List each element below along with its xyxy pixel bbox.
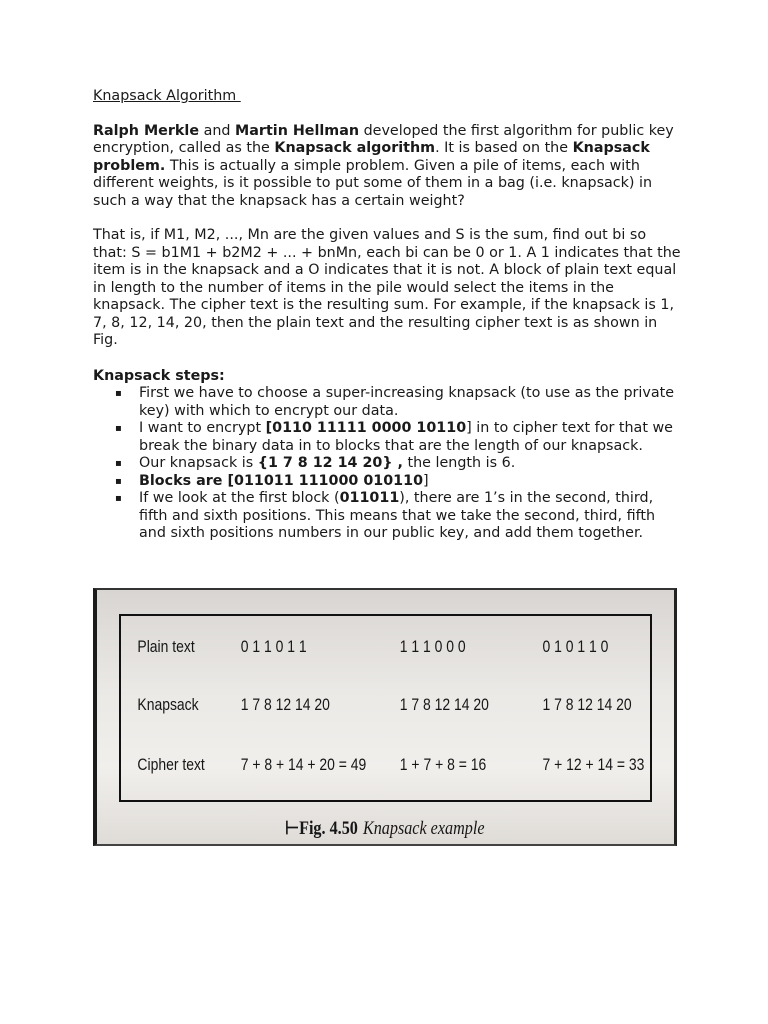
intro-paragraph: Ralph Merkle and Martin Hellman developed the first algorithm for public key encryption, called as the Knapsack algorithm. It is based on the Knapsack problem. This is actually a simple problem. Given a pile of items, each with different weights, is it possible to put some of them in a bag (i.e. knapsack) in such a way that the knapsack has a certain weight? bbox=[93, 122, 674, 209]
caption-mark: ⊢ bbox=[285, 818, 300, 839]
author-hellman: Martin Hellman bbox=[235, 122, 360, 139]
figure-knapsack-example bbox=[93, 588, 677, 846]
figure-caption bbox=[285, 820, 484, 838]
table-cell: 7 + 12 + 14 = 33 bbox=[542, 755, 645, 774]
steps-list bbox=[93, 385, 683, 543]
document-title: Knapsack Algorithm bbox=[93, 88, 241, 104]
table-cell: 1 1 1 0 0 0 bbox=[399, 637, 466, 656]
caption-label: Fig. 4.50 bbox=[299, 818, 358, 839]
table-cell: 0 1 0 1 1 0 bbox=[542, 637, 609, 656]
row-label-plain: Plain text bbox=[137, 637, 195, 656]
author-merkle: Ralph Merkle bbox=[93, 122, 200, 139]
table-cell: 0 1 1 0 1 1 bbox=[240, 637, 307, 656]
table-cell: 1 + 7 + 8 = 16 bbox=[399, 755, 487, 774]
table-cell: 1 7 8 12 14 20 bbox=[399, 695, 489, 714]
row-label-knapsack: Knapsack bbox=[137, 695, 199, 714]
row-label-cipher: Cipher text bbox=[137, 755, 205, 774]
table-cell: 1 7 8 12 14 20 bbox=[240, 695, 330, 714]
list-item: ▪ Our knapsack is {1 7 8 12 14 20} , the length is 6. bbox=[93, 455, 683, 473]
list-item: ▪ First we have to choose a super-increasing knapsack (to use as the private key) with which to encrypt our data. bbox=[93, 385, 683, 420]
term-knapsack-problem: Knapsack problem. bbox=[93, 140, 650, 174]
figure-table-frame bbox=[119, 614, 652, 802]
table-cell: 7 + 8 + 14 + 20 = 49 bbox=[240, 755, 367, 774]
term-knapsack-algorithm: Knapsack algorithm bbox=[274, 140, 436, 156]
steps-heading: Knapsack steps: bbox=[93, 367, 225, 384]
list-item: ▪ If we look at the first block (011011), there are 1’s in the second, third, fifth and sixth positions. This means that we take the second, third, fifth and sixth positions numbers in our public key, and add them together. bbox=[93, 490, 683, 543]
table-cell: 1 7 8 12 14 20 bbox=[542, 695, 632, 714]
list-item: ▪ I want to encrypt [0110 11111 0000 10110] in to cipher text for that we break the binary data in to blocks that are the length of our knapsack. bbox=[93, 420, 683, 455]
definition-paragraph: That is, if M1, M2, ..., Mn are the given values and S is the sum, find out bi so that: S = b1M1 + b2M2 + ... + bnMn, each bi can be 0 or 1. A 1 indicates that the item is in the knapsack and a O indicates that it is not. A block of plain text equal in length to the number of items in the pile would select the items in the knapsack. The cipher text is the resulting sum. For example, if the knapsack is 1, 7, 8, 12, 14, 20, then the plain text and the resulting cipher text is as shown in Fig. bbox=[93, 227, 681, 348]
list-item: ▪ Blocks are [011011 111000 010110] bbox=[93, 473, 683, 491]
caption-text: Knapsack example bbox=[362, 818, 485, 839]
document-body bbox=[93, 88, 683, 543]
